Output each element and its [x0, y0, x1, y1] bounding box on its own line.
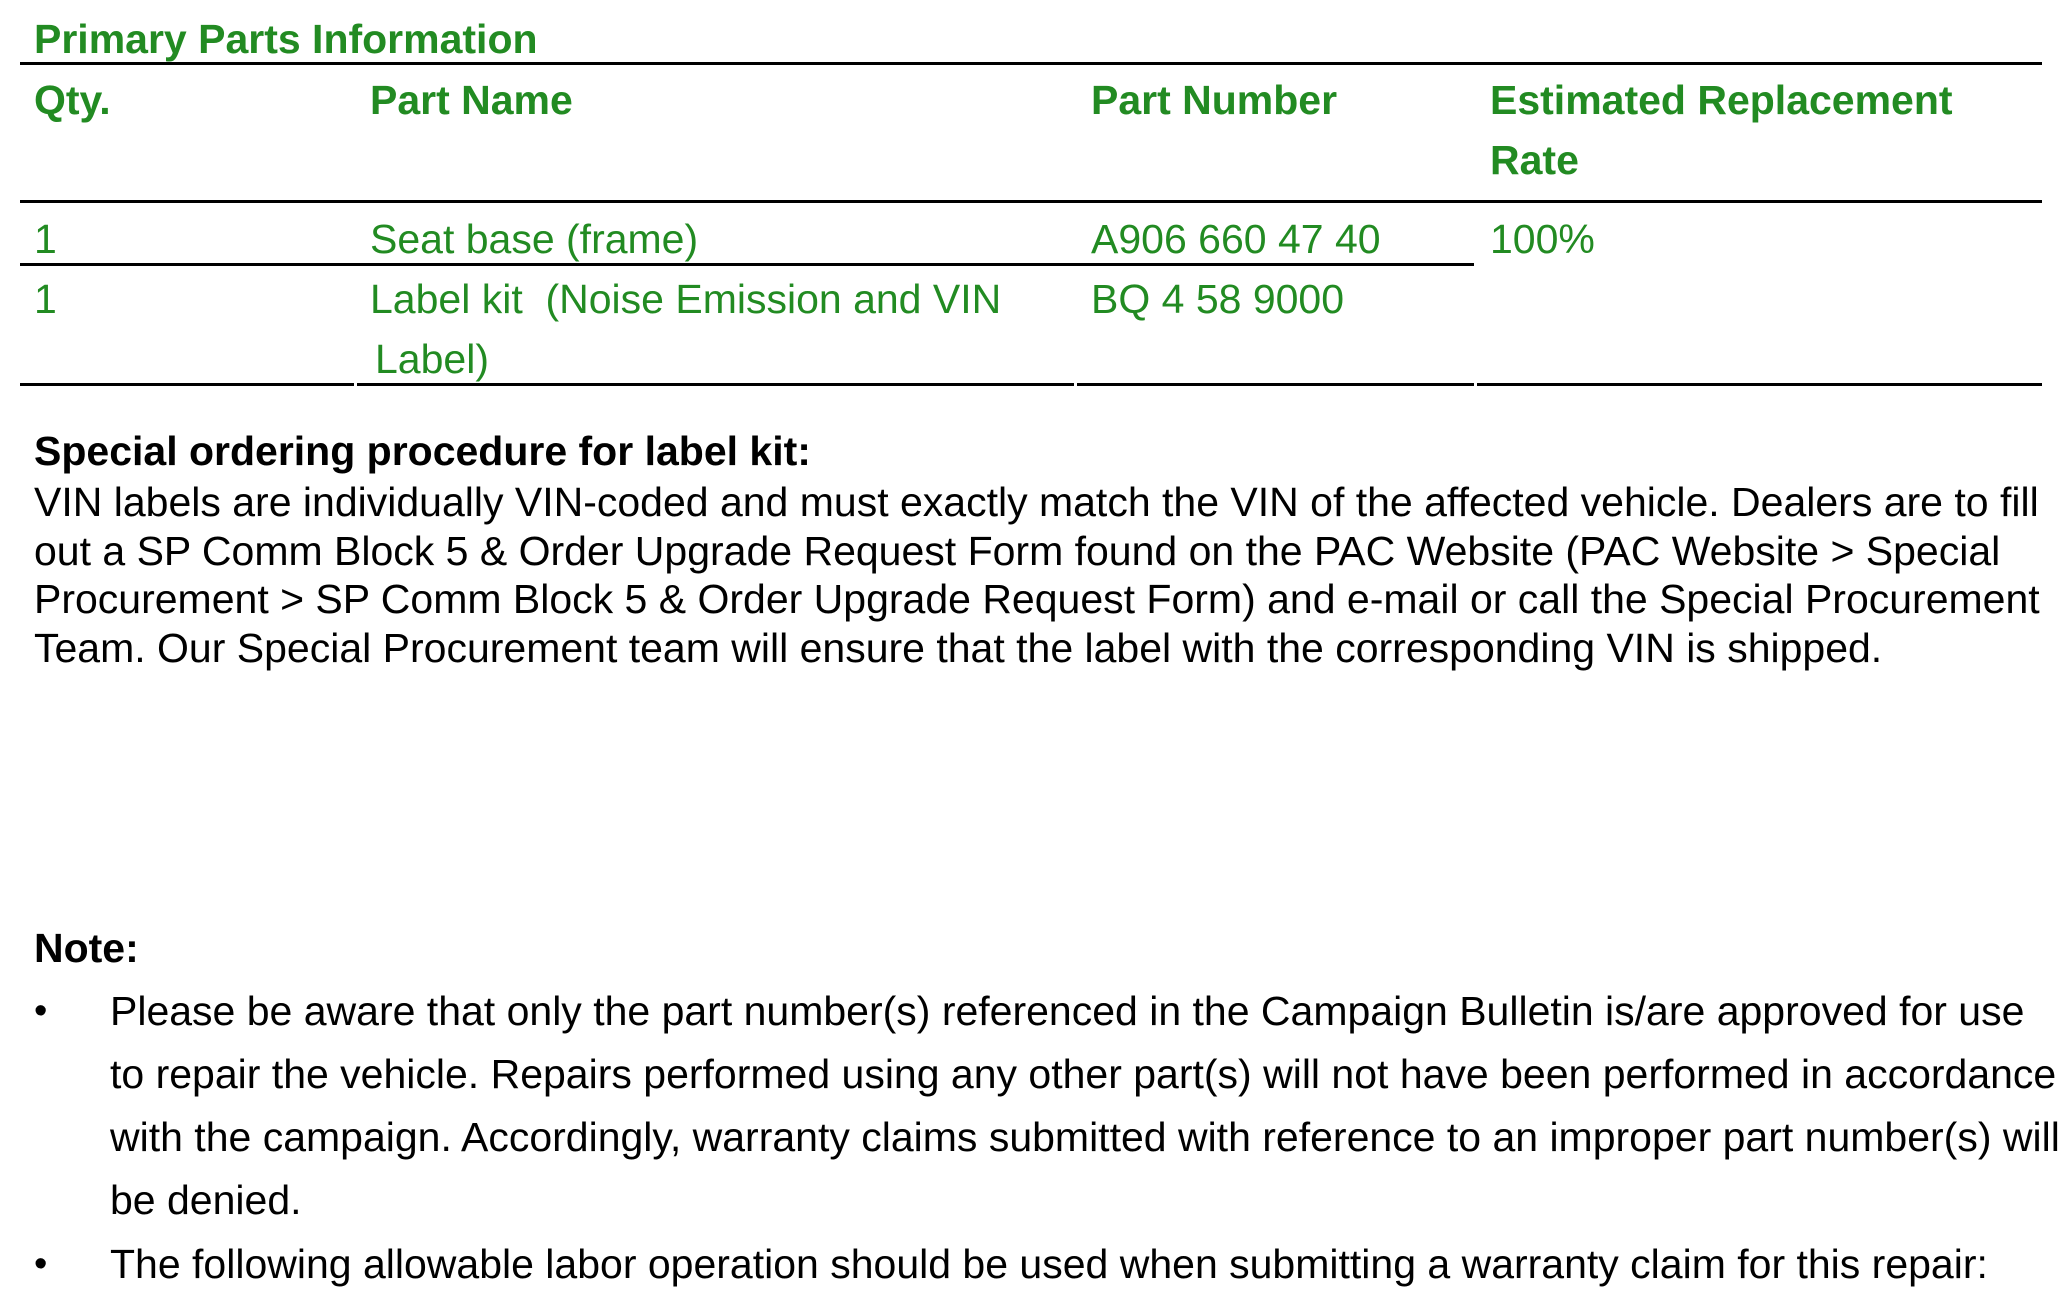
row-2-part-number: BQ 4 58 9000: [1091, 276, 1345, 322]
header-part-name: Part Name: [370, 77, 573, 123]
note-bullet-2-text: The following allowable labor operation should be used when submitting a warranty claim for this repair:: [110, 1241, 1988, 1287]
note-heading: Note:: [34, 925, 139, 971]
row-2-part-name-line1: Label kit (Noise Emission and VIN: [370, 276, 1002, 322]
header-part-number: Part Number: [1091, 77, 1338, 123]
section-title: Primary Parts Information: [34, 16, 538, 62]
table-bottom-rule-rate: [1477, 383, 2042, 386]
header-rate-line1: Estimated Replacement: [1490, 77, 1953, 123]
row-2-part-name-line2: Label): [375, 336, 489, 382]
bullet-icon: •: [34, 1243, 48, 1285]
ordering-paragraph: VIN labels are individually VIN-coded and must exactly match the VIN of the affected vehicle. Dealers are to fill out a SP Comm Block 5 & Order Upgrade Request Form found on the PAC Website (PAC Website > Special Procurement > SP Comm Block 5 & Order Upgrade Request Form) and e-mail or call the Special Procurement Team. Our Special Procurement team will ensure that the label with the corresponding VIN is shipped.: [34, 479, 2040, 671]
table-bottom-rule-number: [1077, 383, 1474, 386]
table-top-rule: [20, 62, 2042, 65]
note-bullet-1-text: Please be aware that only the part number(s) referenced in the Campaign Bulletin is/are approved for use to repair the vehicle. Repairs performed using any other part(s) will not have been performed in accordance with the campaign. Accordingly, warranty claims submitted with reference to an improper part number(s) will be denied.: [110, 988, 2060, 1223]
shared-rate: 100%: [1490, 216, 1595, 262]
table-bottom-rule-qty: [20, 383, 354, 386]
row-1-qty: 1: [34, 216, 57, 262]
row-1-part-number: A906 660 47 40: [1091, 216, 1381, 262]
table-header-rule: [20, 200, 2042, 203]
row-1-part-name: Seat base (frame): [370, 216, 699, 262]
row-2-qty: 1: [34, 276, 57, 322]
bullet-icon: •: [34, 990, 48, 1032]
ordering-heading: Special ordering procedure for label kit:: [34, 428, 811, 474]
header-qty: Qty.: [34, 77, 111, 123]
header-rate-line2: Rate: [1490, 137, 1579, 183]
